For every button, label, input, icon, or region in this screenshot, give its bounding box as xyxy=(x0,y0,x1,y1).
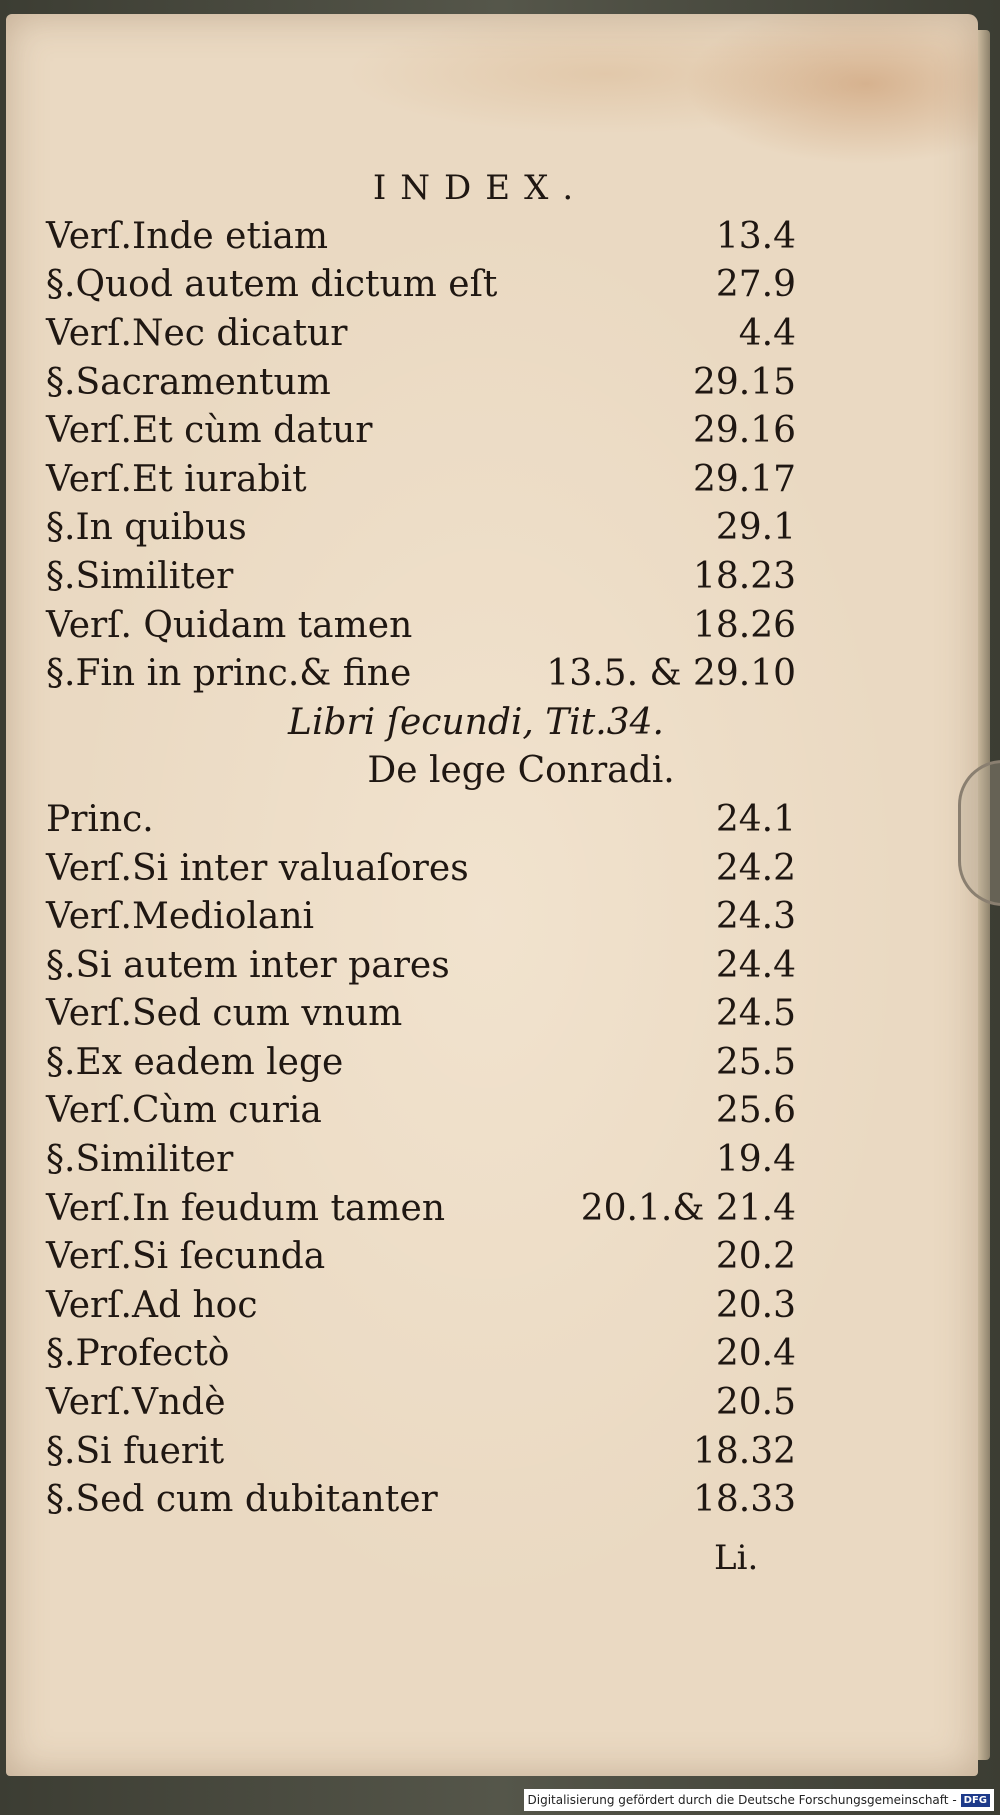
index-entry xyxy=(46,1184,796,1233)
index-entry xyxy=(46,601,796,650)
entry-term: Verſ.Ad hoc xyxy=(46,1284,258,1326)
entry-ref: 24.3 xyxy=(715,896,796,938)
entry-ref: 24.5 xyxy=(715,993,796,1035)
index-entry xyxy=(46,358,796,407)
entry-term: Verſ.In feudum tamen xyxy=(46,1187,446,1229)
index-entry xyxy=(46,309,796,358)
entry-term: Verſ.Nec dicatur xyxy=(46,312,348,354)
entry-ref: 24.2 xyxy=(715,847,796,889)
entry-term: §.Similiter xyxy=(46,555,234,597)
catchword: Li. xyxy=(714,1538,759,1578)
entry-ref: 24.1 xyxy=(715,798,796,840)
entry-term: Verſ.Sed cum vnum xyxy=(46,993,403,1035)
entry-ref: 18.23 xyxy=(692,555,796,597)
entry-ref: 29.1 xyxy=(715,507,796,549)
index-entry xyxy=(46,892,796,941)
index-entry xyxy=(46,1475,796,1524)
entry-term: §.Profectò xyxy=(46,1333,230,1375)
entry-ref: 19.4 xyxy=(715,1139,796,1181)
entry-ref: 13.4 xyxy=(715,215,796,257)
section-title: Libri ſecundi, Tit.34. xyxy=(288,701,664,743)
entry-term: §.Sacramentum xyxy=(46,361,331,403)
entry-term: §.Fin in princ.& fine xyxy=(46,653,412,695)
entry-ref: 18.33 xyxy=(692,1479,796,1521)
entry-ref: 29.15 xyxy=(692,361,796,403)
index-title: INDEX. xyxy=(372,168,588,208)
entry-ref: 20.2 xyxy=(715,1236,796,1278)
index-entry xyxy=(46,1038,796,1087)
index-entry xyxy=(46,455,796,504)
dfg-logo: DFG xyxy=(961,1794,990,1807)
footer-text: Digitalisierung gefördert durch die Deutsche Forschungsgemeinschaft - xyxy=(527,1793,957,1807)
entry-term: Verſ.Inde etiam xyxy=(46,215,329,257)
index-entry xyxy=(46,941,796,990)
entry-term: Verſ.Si ſecunda xyxy=(46,1236,326,1278)
entry-term: §.In quibus xyxy=(46,507,247,549)
entry-ref: 4.4 xyxy=(738,312,796,354)
entry-term: §.Si autem inter pares xyxy=(46,944,450,986)
index-entry xyxy=(46,1427,796,1476)
index-entry xyxy=(46,990,796,1039)
entry-term: Verſ.Si inter valuaſores xyxy=(46,847,469,889)
entry-ref: 18.26 xyxy=(692,604,796,646)
entry-ref: 24.4 xyxy=(715,944,796,986)
entry-term: §.Ex eadem lege xyxy=(46,1041,344,1083)
entry-ref: 20.4 xyxy=(715,1333,796,1375)
entry-term: Princ. xyxy=(46,798,154,840)
entry-term: Verſ.Et cùm datur xyxy=(46,410,373,452)
entry-ref: 27.9 xyxy=(715,264,796,306)
entry-term: §.Sed cum dubitanter xyxy=(46,1479,438,1521)
index-entry xyxy=(46,1330,796,1379)
index-entry xyxy=(46,844,796,893)
entry-term: §.Si fuerit xyxy=(46,1430,225,1472)
entry-ref: 20.5 xyxy=(715,1382,796,1424)
index-entry xyxy=(46,649,796,698)
section-subtitle: De lege Conradi. xyxy=(367,750,675,792)
entry-ref: 25.6 xyxy=(715,1090,796,1132)
entry-ref: 20.1.& 21.4 xyxy=(580,1187,796,1229)
index-list xyxy=(46,212,796,1524)
index-entry xyxy=(46,1135,796,1184)
entry-ref: 25.5 xyxy=(715,1041,796,1083)
index-entry xyxy=(46,795,796,844)
entry-term: Verſ.Mediolani xyxy=(46,896,315,938)
entry-term: §.Similiter xyxy=(46,1139,234,1181)
entry-term: Verſ.Cùm curia xyxy=(46,1090,322,1132)
entry-ref: 20.3 xyxy=(715,1284,796,1326)
index-entry xyxy=(46,552,796,601)
index-entry xyxy=(46,212,796,261)
index-entry xyxy=(46,1087,796,1136)
index-entry xyxy=(46,504,796,553)
entry-ref: 13.5. & 29.10 xyxy=(546,653,796,695)
index-entry xyxy=(46,406,796,455)
index-entry xyxy=(46,1378,796,1427)
entry-term: Verſ.Et iurabit xyxy=(46,458,307,500)
entry-ref: 29.16 xyxy=(692,410,796,452)
index-entry xyxy=(46,1281,796,1330)
page-header xyxy=(0,168,1000,208)
digitization-footer xyxy=(524,1789,995,1811)
index-entry xyxy=(46,261,796,310)
entry-ref: 18.32 xyxy=(692,1430,796,1472)
book-clasp xyxy=(958,760,1000,906)
entry-term: Verſ. Quidam tamen xyxy=(46,604,413,646)
entry-term: §.Quod autem dictum eſt xyxy=(46,264,498,306)
entry-ref: 29.17 xyxy=(692,458,796,500)
entry-term: Verſ.Vndè xyxy=(46,1382,226,1424)
index-entry xyxy=(46,1232,796,1281)
